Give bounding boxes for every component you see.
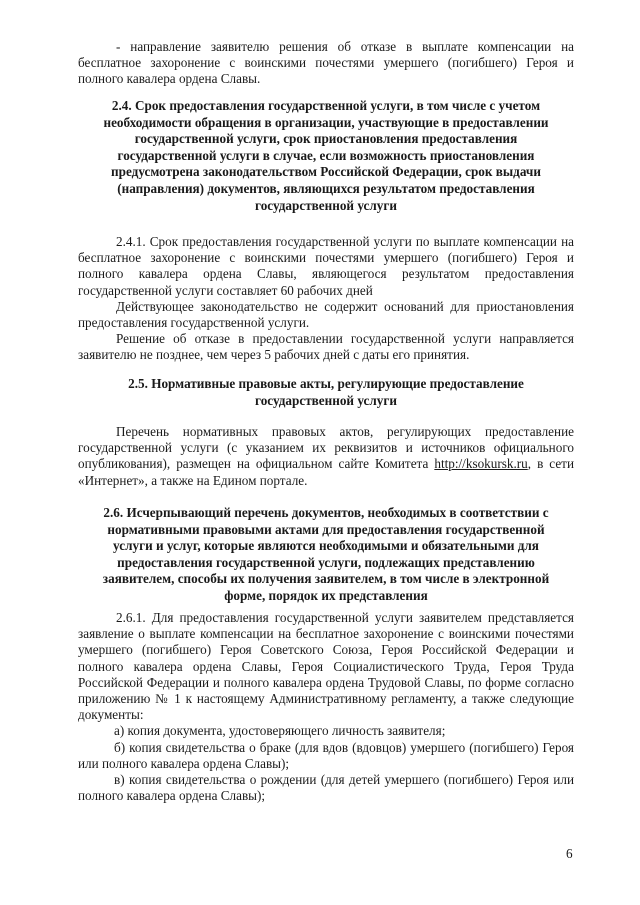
paragraph-2-6-1: 2.6.1. Для предоставления государственной услуги заявителем представляется заявление о выплате компенсации на бесплатное захоронение с воинскими почестями умершего (погибшего) Героя Советского Союза, Героя Российской Федерации и полного кавалера ордена Славы, Героя Социалистического Труда, Героя Труда Российской Федерации и полного кавалера ордена Трудовой Славы, по форме согласно приложению № 1 к настоящему Административному регламенту, а также следующие документы: bbox=[78, 610, 574, 723]
page-number: 6 bbox=[566, 846, 573, 861]
paragraph-refusal-term: Решение об отказе в предоставлении государственной услуги направляется заявителю не позднее, чем через 5 рабочих дней с даты его принятия. bbox=[78, 331, 574, 363]
paragraph-top bbox=[78, 39, 574, 88]
paragraph-2-5-text: Перечень нормативных правовых актов, регулирующих предоставление государственной услуги (с указанием их реквизитов и источников официального опубликования), размещен на официальном сайте Комитета bbox=[78, 424, 574, 472]
section-2-4-heading: 2.4. Срок предоставления государственной услуги, в том числе с учетом необходимости обращения в организации, участвующие в предоставлении государственной услуги, срок приостановления предоставления государственной услуги в случае, если возможность приостановления предусмотрена законодательством Российской Федерации, срок выдачи (направления) документов, являющихся результатом предоставления государственной услуги bbox=[103, 98, 549, 213]
section-2-5-heading-block bbox=[110, 376, 542, 409]
section-2-6-body bbox=[78, 610, 574, 804]
paragraph-2-4-1: 2.4.1. Срок предоставления государственной услуги по выплате компенсации на бесплатное захоронение с воинскими почестями умершего (погибшего) Героя и полного кавалера ордена Славы, являющегося результатом предоставления государственной услуги составляет 60 рабочих дней bbox=[78, 234, 574, 298]
committee-website-link[interactable]: http://ksokursk.ru bbox=[434, 456, 528, 472]
section-2-6-heading-block bbox=[90, 505, 562, 605]
section-2-6-heading: 2.6. Исчерпывающий перечень документов, необходимых в соответствии с нормативными правовыми актами для предоставления государственной услуги и услуг, которые являются необходимыми и обязательными для предоставления государственной услуги, подлежащих представлению заявителем, способы их получения заявителем, в том числе в электронной форме, порядок их представления bbox=[102, 505, 550, 603]
paragraph-refusal-direction: - направление заявителю решения об отказе в выплате компенсации на бесплатное захоронение с воинскими почестями умершего (погибшего) Героя и полного кавалера ордена Славы. bbox=[78, 39, 574, 87]
list-item-b: б) копия свидетельства о браке (для вдов (вдовцов) умершего (погибшего) Героя или полного кавалера ордена Славы); bbox=[78, 739, 574, 771]
paragraph-no-suspension: Действующее законодательство не содержит оснований для приостановления предоставления государственной услуги. bbox=[78, 298, 574, 331]
list-item-v: в) копия свидетельства о рождении (для детей умершего (погибшего) Героя или полного кавалера ордена Славы); bbox=[78, 772, 574, 804]
section-2-5-heading: 2.5. Нормативные правовые акты, регулирующие предоставление государственной услуги bbox=[128, 376, 524, 408]
section-2-5-body bbox=[78, 424, 574, 489]
list-item-a: а) копия документа, удостоверяющего личность заявителя; bbox=[114, 723, 446, 739]
paragraph-2-5-text-end: , в сети «Интернет», а также на Едином портале. bbox=[78, 456, 574, 488]
section-2-4-body bbox=[78, 234, 574, 364]
section-2-4-heading-block bbox=[100, 98, 552, 214]
